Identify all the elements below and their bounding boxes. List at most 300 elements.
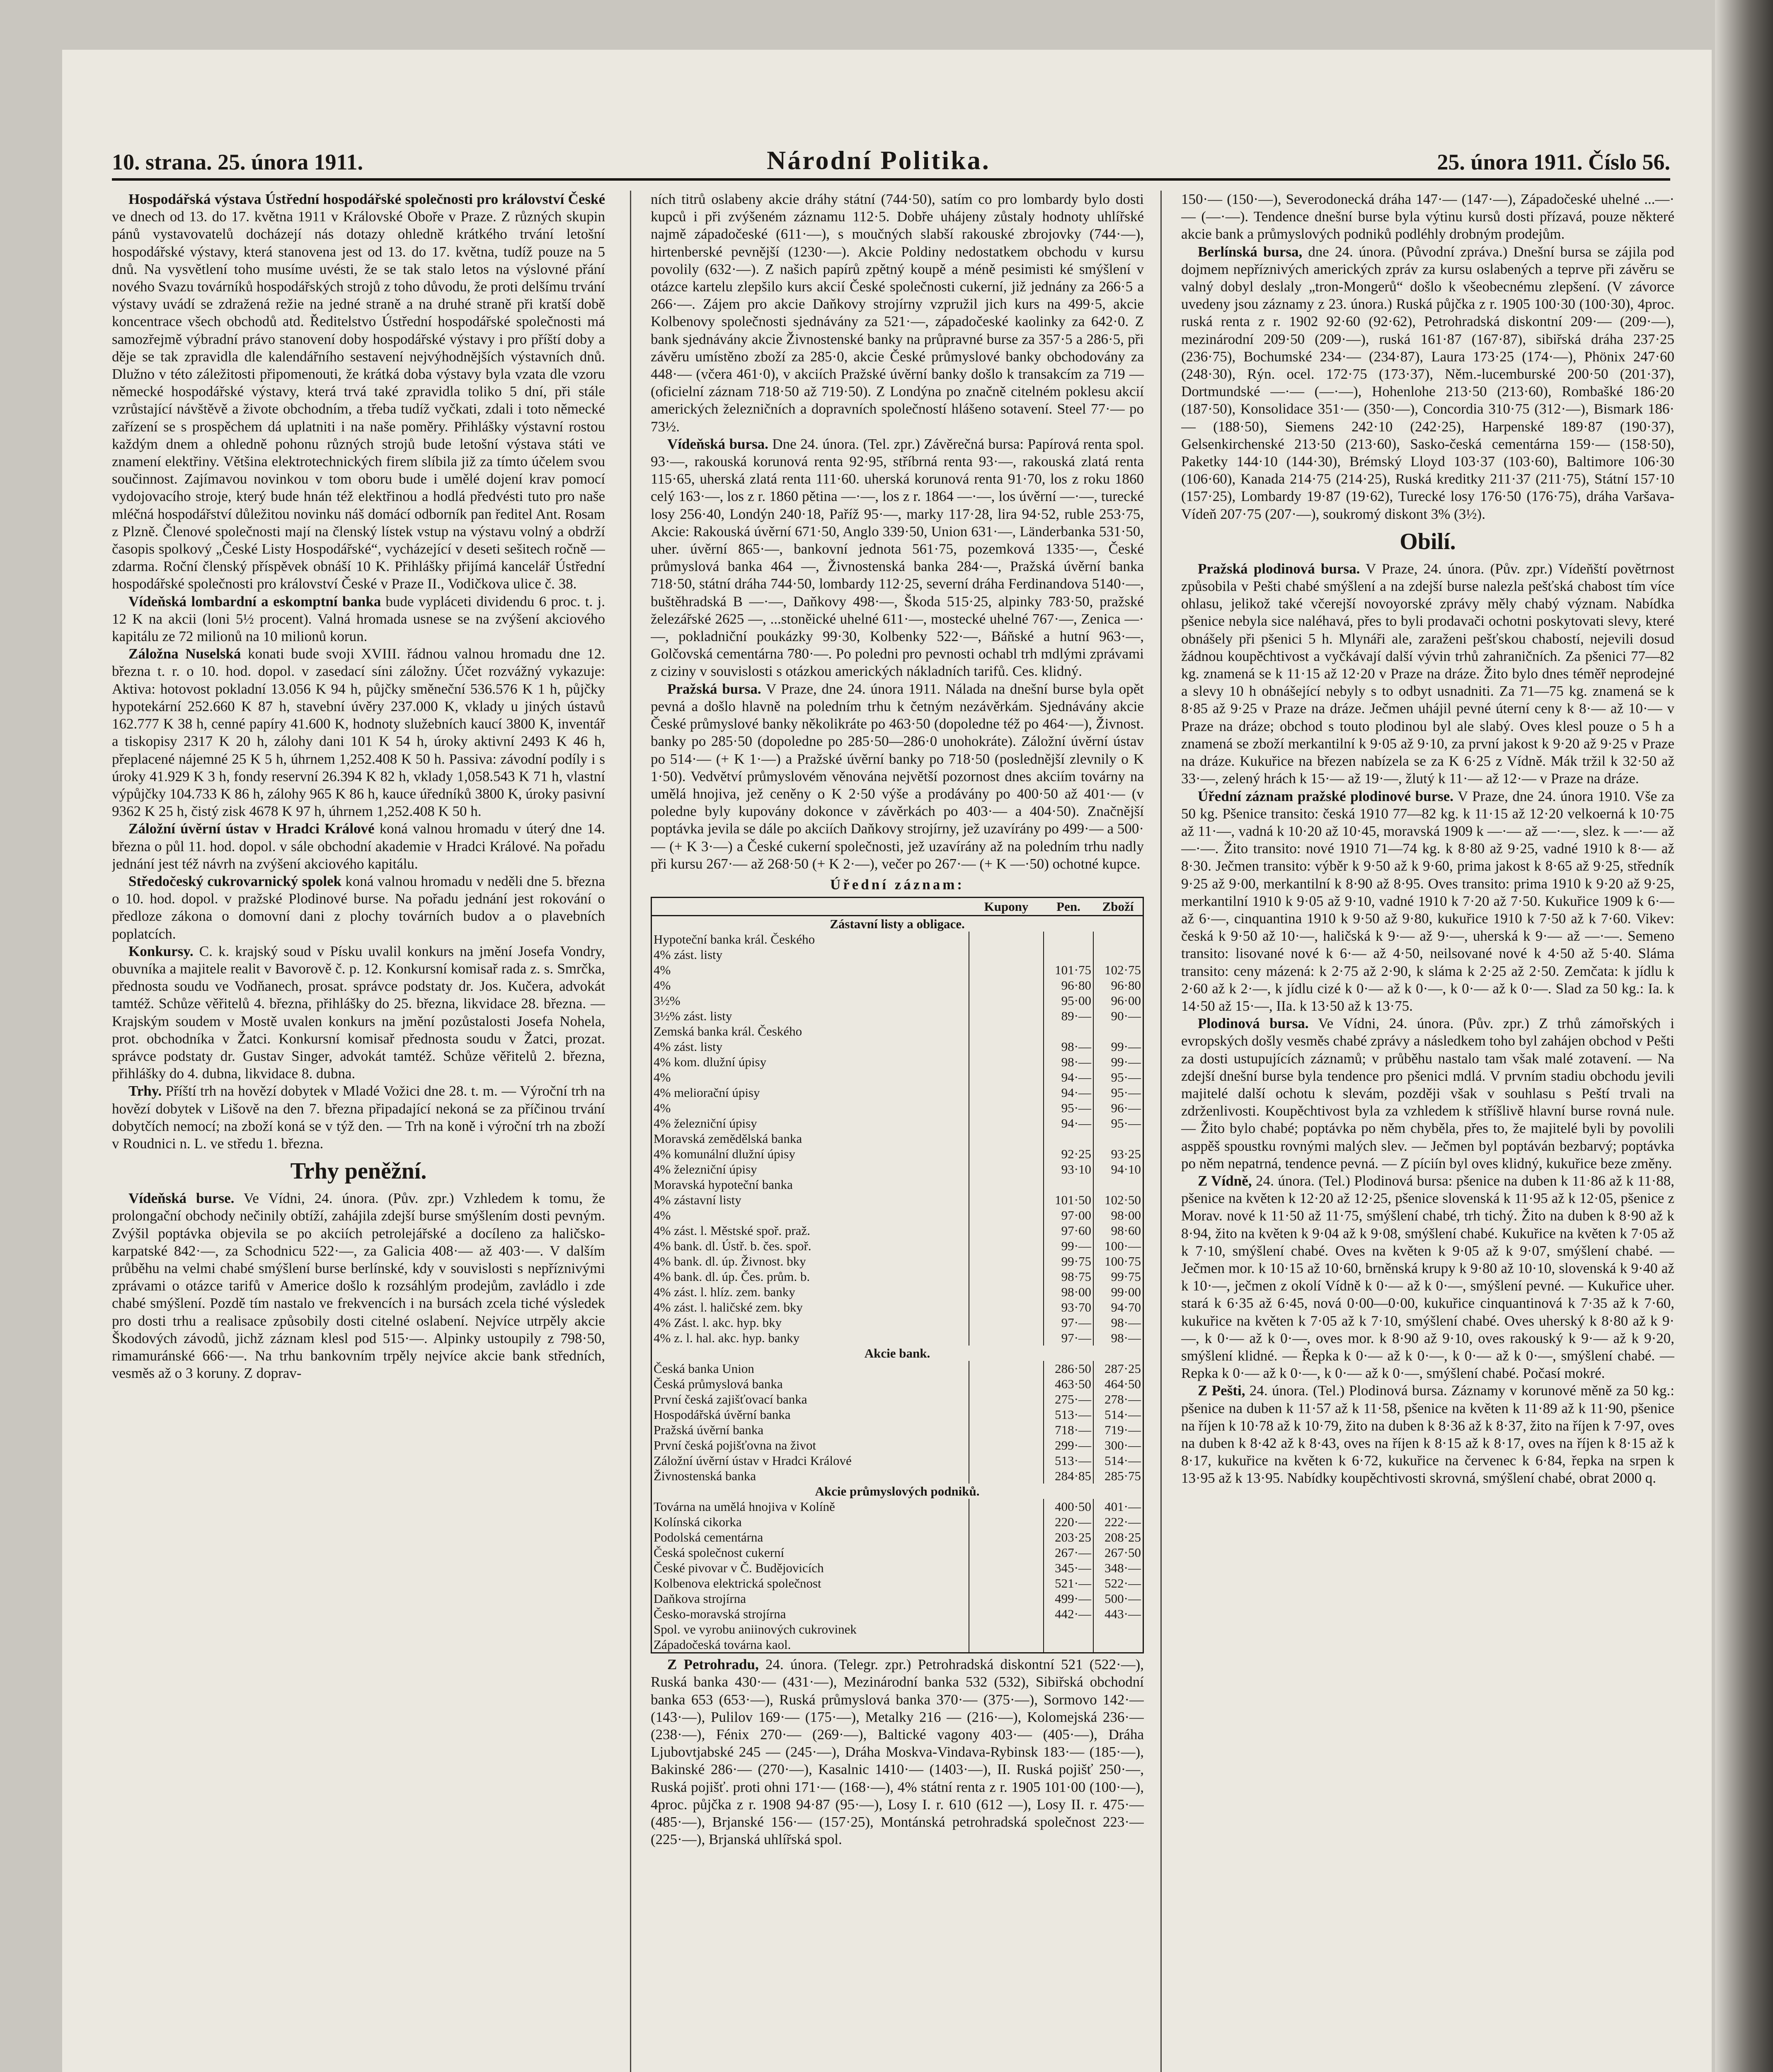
security-name: České pivovar v Č. Budějovicích [654, 1561, 824, 1576]
coupon-cell [969, 1438, 1044, 1453]
coupon-cell [969, 1514, 1044, 1530]
article-continuation: ních titrů oslabeny akcie dráhy státní (744·50), satím co pro lombardy bylo dosti kupců i při zvýšeném záznamu 112·5. Dobře uhájeny zůstaly hodnoty uhlířské najmě západočeské (611·—), s moučných slabší rakouské zbrojovky (744·—), hirtenberské pevnější (1230·—). Akcie Poldiny nedostatkem obchodu v kursu povolily (632·—). Z našich papírů zpětný koupě a méně pesimisti ké smýšlení v otázce kartelu zlepšilo kurs akcií České společnosti cukerní, již jednány za 266·5 a 266·—. Zájem pro akcie Daňkovy strojírny vzpružil jich kurs na 499·5, akcie Kolbenovy společnosti sjednávány za 521·—, západočeské kaolinky za 642·0. Z bank sjednávány akcie Živnostenské banky na průpravné burse za 357·5 a 286·5, při závěru umístěno zboží za 285·0, akcie České průmyslové banky obchodovány za 448·— (včera 461·0), v akciích Pražské úvěrní banky došlo k transakcím za 719 — (oficielní záznam 718·50 až 719·50). Z Londýna po značně citelném poklesu akcií amerických železničních a dopravních společností hlášeno sotavení. Steel 77·— po 73½. [651, 191, 1144, 435]
goods-price: 348·— [1093, 1560, 1143, 1576]
article-heading: Záložna Nuselská [128, 646, 241, 662]
goods-price [1093, 1024, 1143, 1039]
security-name: Daňkova strojírna [654, 1591, 746, 1606]
coupon-cell [969, 1024, 1044, 1039]
table-row [652, 1407, 1143, 1422]
coupon-cell [969, 1223, 1044, 1238]
security-name: 4% železniční úpisy [654, 1162, 757, 1177]
table-row [652, 1468, 1143, 1484]
coupon-cell [969, 1591, 1044, 1606]
article [112, 593, 605, 646]
table-row [652, 1637, 1143, 1653]
article [651, 1656, 1144, 1848]
table-row [652, 932, 1143, 947]
coupon-cell [969, 1468, 1044, 1484]
goods-price: 96·80 [1093, 978, 1143, 993]
coupon-cell [969, 1146, 1044, 1162]
table-row [652, 1162, 1143, 1177]
security-name: 4% bank. dl. úp. Čes. prům. b. [654, 1269, 810, 1284]
article-heading: Hospodářská výstava Ústřední hospodářské společnosti pro království České [128, 191, 605, 207]
goods-price: 102·75 [1093, 962, 1143, 978]
coupon-cell [969, 1085, 1044, 1100]
article [1181, 243, 1674, 523]
security-name: 3½% [654, 993, 681, 1008]
table-header [652, 898, 969, 916]
table-row [652, 1070, 1143, 1085]
table-row [652, 1315, 1143, 1330]
article-text: V Praze, 24. února. (Pův. zpr.) Vídeňští povětrnost způsobila v Pešti chabé smýšlení a na zdejší burse nalezla pešťská chabost tím více ohlasu, jelikož také včerejší novoyorské zprávy měly chabý význam. Nabídka pšenice nebyla sice naléhavá, přes to byli prodavači ochotni poskytovati slevy, které obnášely při pšenici 5 h. Mlynáři ale, zaraženi pešťskou chabostí, nejevili dosud žádnou koupěchtivost a vyčkávají další vývin trhů zahraničních. Za pšenici 77—82 kg. znamená se k 11·15 až 12·20 v Praze na dráze. Žito bylo dnes téměř neprodejné a slevy 10 h obnášející nebyly s to odbyt usnadniti. Za 71—75 kg. znamená se k 8·85 až 9·25 v Praze na dráze. Ječmen uhájil pevné úterní ceny k 8·— až 10·— v Praze na dráze; obchod s touto plodinou byl ale slabý. Oves klesl pouze o 5 h a znamená se zboží merkantilní k 9·05 až 9·10, za první jakost k 9·20 až 9·25 v Praze na dráze. Kukuřice na březen nabízela se za K 6·25 z Vídně. Mák tržil k 32·50 až 33·—, zelený hrách k 15·— až 19·—, žlutý k 11·— až 12·— v Praze na dráze. [1181, 560, 1674, 787]
column-divider [630, 191, 631, 2072]
money-price: 95·00 [1044, 993, 1093, 1008]
goods-price: 100·— [1093, 1238, 1143, 1254]
money-price [1044, 1622, 1093, 1637]
coupon-cell [969, 1054, 1044, 1070]
security-name: 4% komunální dlužní úpisy [654, 1147, 795, 1162]
article-text: Ve Vídni, 24. února. (Pův. zpr.) Z trhů zámořských i evropských došly vesměs chabé zprávy a následkem toho byl zahájen obchod v Pešti za dosti ustupujících záznamů; v průběhu nastalo tam však malé zotavení. — Na zdejší dnešní burse byla tendence pro pšenici mdlá. V prvním stadiu obchodu jevili majitelé další ochotu k slevám, později však v souhlasu s Peští trvali na zdrženlivosti. Koupěchtivost byla za vzhledem k stříšlivě hlavní burse rovná nule. — Žito bylo chabé; poptávka po něm chyběla, přes to, že majitelé byli by povolili asppěš spoustku rovnými malých slev. — Ječmen byl poptáván bezbarvý; poptávka po něm nepatrná, tendence pevná. — Z píciín byl oves klidný, kukuřice beze změny. [1181, 1015, 1674, 1172]
money-price: 513·— [1044, 1453, 1093, 1468]
article-heading: Trhy. [128, 1083, 162, 1099]
coupon-cell [969, 993, 1044, 1008]
security-name: 4% meliorační úpisy [654, 1085, 760, 1100]
table-row [652, 993, 1143, 1008]
goods-price: 98·— [1093, 1330, 1143, 1346]
goods-price: 401·— [1093, 1499, 1143, 1514]
security-name: Spol. ve vyrobu aniinových cukrovinek [654, 1622, 857, 1637]
money-price: 97·— [1044, 1330, 1093, 1346]
article [1181, 1172, 1674, 1382]
table-row [652, 1223, 1143, 1238]
goods-price: 222·— [1093, 1514, 1143, 1530]
security-name: 4% [654, 1101, 671, 1116]
table-row [652, 1591, 1143, 1606]
security-name: Moravská hypoteční banka [654, 1177, 793, 1192]
article-heading: Konkursy. [128, 943, 194, 959]
article-heading: Vídeňská lombardní a eskomptní banka [128, 593, 381, 610]
security-name: Záložní úvěrní ústav v Hradci Králové [654, 1453, 852, 1468]
money-price: 97·60 [1044, 1223, 1093, 1238]
column-3 [1181, 191, 1674, 2072]
quotes-heading: Úřední záznam: [830, 876, 965, 893]
money-price: 463·50 [1044, 1376, 1093, 1392]
section-title-grain: Obilí. [1400, 528, 1456, 554]
masthead-title: Národní Politika. [767, 145, 991, 175]
coupon-cell [969, 1606, 1044, 1622]
goods-price: 99·— [1093, 1039, 1143, 1054]
security-name: Česká průmyslová banka [654, 1377, 783, 1392]
coupon-cell [969, 1116, 1044, 1131]
security-name: 4% zást. l. Městské spoř. praž. [654, 1223, 810, 1238]
security-name: Továrna na umělá hnojiva v Kolíně [654, 1499, 835, 1514]
article-heading: Z Petrohradu, [667, 1656, 759, 1673]
coupon-cell [969, 1499, 1044, 1514]
coupon-cell [969, 1208, 1044, 1223]
money-price: 93·70 [1044, 1300, 1093, 1315]
coupon-cell [969, 1177, 1044, 1192]
article-heading: Vídeňská burse. [128, 1190, 235, 1207]
article [112, 820, 605, 873]
security-name: 4% železniční úpisy [654, 1116, 757, 1131]
coupon-cell [969, 1238, 1044, 1254]
goods-price: 514·— [1093, 1407, 1143, 1422]
goods-price: 98·60 [1093, 1223, 1143, 1238]
article-continuation: 150·— (150·—), Severodonecká dráha 147·— (147·—), Západočeské uhelné ...—·— (—·—). Tendence dnešní burse byla výtinu kursů dosti přízavá, pouze některé akcie bank a průmyslových podniků podléhly drobným prodejům. [1181, 191, 1674, 242]
table-row [652, 1300, 1143, 1315]
security-name: 4% [654, 978, 671, 993]
coupon-cell [969, 1131, 1044, 1146]
table-row [652, 1254, 1143, 1269]
goods-price: 93·25 [1093, 1146, 1143, 1162]
security-name: 4% zást. l. hlíz. zem. banky [654, 1285, 795, 1300]
security-name: Kolbenova elektrická společnost [654, 1576, 821, 1591]
table-row [652, 1422, 1143, 1438]
goods-price: 522·— [1093, 1576, 1143, 1591]
money-price: 97·00 [1044, 1208, 1093, 1223]
article-heading: Pražská bursa. [667, 680, 761, 697]
table-header: Pen. [1044, 898, 1093, 916]
money-price: 220·— [1044, 1514, 1093, 1530]
goods-price: 98·00 [1093, 1208, 1143, 1223]
coupon-cell [969, 1637, 1044, 1653]
coupon-cell [969, 1300, 1044, 1315]
goods-price: 443·— [1093, 1606, 1143, 1622]
goods-price [1093, 1637, 1143, 1653]
table-header-row [652, 898, 1143, 916]
security-name: První česká pojišťovna na život [654, 1438, 816, 1453]
table-row [652, 1146, 1143, 1162]
security-name: 4% zástavní listy [654, 1193, 741, 1208]
coupon-cell [969, 932, 1044, 947]
coupon-cell [969, 1560, 1044, 1576]
goods-price: 267·50 [1093, 1545, 1143, 1560]
goods-price: 96·— [1093, 1100, 1143, 1116]
table-row [652, 1330, 1143, 1346]
article-heading: Berlínská bursa, [1198, 243, 1303, 260]
money-price: 521·— [1044, 1576, 1093, 1591]
goods-price [1093, 1131, 1143, 1146]
article-text: C. k. krajský soud v Písku uvalil konkurs na jmění Josefa Vondry, obuvníka a majitele realit v Bavorově č. p. 12. Konkursní komisař rada z. s. Smrčka, přednosta soudu ve Vodňanech, prosat. správce podstaty dr. Jos. Kučera, advokát tamtéž. Schůze věřitelů 4. března, přihlášky do 25. března, likvidace 28. března. — Krajským soudem v Mostě uvalen konkurs na jmění pozůstalosti Josefa Nohela, prot. obchodníka v Žatci. Konkursní komisař přednosta soudu v Žatci, prozat. správce podstaty dr. Gustav Singer, advokát tamtéž. Schůze věřitelů 2. března, přihlášky do 4. dubna, likvidace 8. dubna. [112, 943, 605, 1082]
article [1181, 560, 1674, 788]
table-row [652, 1560, 1143, 1576]
money-price: 499·— [1044, 1591, 1093, 1606]
security-name: 4% [654, 1070, 671, 1085]
security-name: Kolínská cikorka [654, 1515, 742, 1530]
security-name: 4% kom. dlužní úpisy [654, 1055, 767, 1070]
section-title-money-markets: Trhy peněžní. [290, 1158, 427, 1184]
money-price: 92·25 [1044, 1146, 1093, 1162]
goods-price: 99·00 [1093, 1284, 1143, 1300]
goods-price: 287·25 [1093, 1361, 1143, 1376]
article [112, 873, 605, 943]
goods-price: 94·70 [1093, 1300, 1143, 1315]
article [651, 436, 1144, 680]
newspaper-page [62, 50, 1712, 2072]
goods-price: 464·50 [1093, 1376, 1143, 1392]
security-name: Česko-moravská strojírna [654, 1607, 786, 1622]
money-price: 98·00 [1044, 1284, 1093, 1300]
coupon-cell [969, 1453, 1044, 1468]
article [112, 1190, 605, 1382]
goods-price: 300·— [1093, 1438, 1143, 1453]
money-price: 94·— [1044, 1085, 1093, 1100]
coupon-cell [969, 962, 1044, 978]
article-heading: Plodinová bursa. [1198, 1015, 1309, 1032]
coupon-cell [969, 1192, 1044, 1208]
table-row [652, 1054, 1143, 1070]
coupon-cell [969, 947, 1044, 962]
table-row [652, 1177, 1143, 1192]
security-name: Moravská zemědělská banka [654, 1131, 802, 1146]
article-text: Příští trh na hovězí dobytek v Mladé Vožici dne 28. t. m. — Výroční trh na hovězí dobytek v Lišově na den 7. března připadající nekoná se za příčinou trvání dobytčích nemocí; na zboží koná se v týž den. — Trh na koně i výroční trh na zboží v Roudnici n. L. ve středu 1. března. [112, 1083, 605, 1152]
security-name: 4% z. l. hal. akc. hyp. banky [654, 1331, 800, 1346]
table-row [652, 1238, 1143, 1254]
article-text: ve dnech od 13. do 17. května 1911 v Královské Oboře v Praze. Z různých skupin pánů vystavovatelů docházejí nás dotazy ohledně krátkého trvání letošní hospodářské výstavy, která stanovena jest od 13. do 17. května, tudíž pouze na 5 dnů. Na vysvětlení toho musíme uvésti, že se tak stalo letos na výslovné přání nového Svazu továrníků hospodářských strojů z toho důvodu, že proti delšímu trvání výstavy uvádí se zdražená režie na jedné straně a na druhé straně při kratší době koncentrace všech obchodů atd. Ředitelstvo Ústřední hospodářské společnosti má samozřejmě výbradní právo stanovení doby hospodářské výstavy i pro příští doby a děje se tak zpravidla dle kalendářního sestavení nejvýhodnějších výstavních dnů. Dlužno v této záležitosti připomenouti, že krátká doba výstavy byla vzata dle vzoru německé hospodářské výstavy, která trvá také zpravidla toliko 5 dní, při stále vzrůstající návštěvě a živote obchodním, a třeba tudíž vyčkati, zdali i toto německé zařízení se s prospěchem dá uplatniti i na naše poměry. Přihlášky výstavní rostou každým dnem a ohledně pohonu různých strojů bude letošní výstava státi ve znamení elektřiny. Většina elektrotechnických firem slíbila již za tímto účelem svou součinnost. Zajímavou novinkou v tom oboru bude i umělé dojení krav pomocí vydojovacího stroje, který bude hnán též elektřinou a hodlá předvésti tuto pro naše mléčná hospodářství důležitou novinku náš domácí odborník pan ředitel Ant. Rosam z Plzně. Členové společnosti mají na členský lístek vstup na výstavu volný a obdrží časopis spolkový „České Listy Hospodářské“, vycházející v deseti sešitech ročně — zdarma. Roční členský příspěvek obnáší 10 K. Přihlášky přijímá kancelář Ústřední hospodářské společnosti pro království České v Praze II., Vodičkova ulice č. 38. [112, 208, 605, 592]
table-row [652, 1606, 1143, 1622]
money-price: 95·— [1044, 1100, 1093, 1116]
coupon-cell [969, 1070, 1044, 1085]
money-price: 96·80 [1044, 978, 1093, 993]
coupon-cell [969, 1392, 1044, 1407]
table-row [652, 1039, 1143, 1054]
table-row [652, 1622, 1143, 1637]
article-text: Dne 24. února. (Tel. zpr.) Závěrečná bursa: Papírová renta spol. 93·—, rakouská korunová renta 92·95, stříbrná renta 93·—, rakouská zlatá renta 115·65, uherská zlatá renta 111·60. uherská korunová renta 91·70, los z roku 1860 celý 163·—, los z r. 1860 pětina —·—, los z r. 1864 —·—, los úvěrní —·—, turecké losy 256·40, Londýn 240·18, Paříž 95·—, marky 117·28, lira 94·52, ruble 253·75, Akcie: Rakouská úvěrní 671·50, Anglo 339·50, Union 631·—, Länderbanka 531·50, uher. úvěrní 865·—, bankovní jednota 561·75, pozemková 1335·—, České průmyslová banka 464 —, Živnostenská banka 284·—, Pražská úvěrní banka 718·50, státní dráha 744·50, lombardy 112·25, severní dráha Ferdinandova 5140·—, buštěhradská B —·—, Daňkovy 498·—, Škoda 515·25, alpinky 783·50, pražské železářské 2625 —, ...stoněické uhelné 611·—, mostecké uhelné 767·—, Zenica —·—, pokladniční poukázky 99·30, Kolbenky 522·—, Báňské a hutní 963·—, Golčovská cementárna 780·—. Po poledni pro pevnosti ochabl trh mdlými zprávami z ciziny v souvislosti s otázkou amerických nákladních tarifů. Ces. klidný. [651, 436, 1144, 680]
security-name: 4% [654, 963, 671, 978]
money-price: 98·75 [1044, 1269, 1093, 1284]
goods-price [1093, 947, 1143, 962]
money-price: 284·85 [1044, 1468, 1093, 1484]
money-price: 98·— [1044, 1054, 1093, 1070]
coupon-cell [969, 1269, 1044, 1284]
goods-price: 208·25 [1093, 1530, 1143, 1545]
table-row [652, 1192, 1143, 1208]
table-header: Kupony [969, 898, 1044, 916]
column-2 [651, 191, 1144, 2072]
money-price: 89·— [1044, 1008, 1093, 1024]
article-heading: Pražská plodinová bursa. [1198, 560, 1360, 577]
table-row [652, 1085, 1143, 1100]
security-name: Pražská úvěrní banka [654, 1423, 764, 1438]
article-heading: Z Vídně, [1198, 1172, 1252, 1189]
table-row [652, 1361, 1143, 1376]
security-name: 4% bank. dl. úp. Živnost. bky [654, 1254, 806, 1269]
table-row [652, 1024, 1143, 1039]
money-price: 400·50 [1044, 1499, 1093, 1514]
goods-price: 94·10 [1093, 1162, 1143, 1177]
money-price: 267·— [1044, 1545, 1093, 1560]
article-heading: Středočeský cukrovarnický spolek [128, 873, 342, 889]
table-row [652, 1438, 1143, 1453]
table-row [652, 1131, 1143, 1146]
security-name: Živnostenská banka [654, 1469, 756, 1484]
goods-price [1093, 1177, 1143, 1192]
goods-price: 99·— [1093, 1054, 1143, 1070]
goods-price: 96·00 [1093, 993, 1143, 1008]
security-name: Podolská cementárna [654, 1530, 763, 1545]
security-name: 4% [654, 1208, 671, 1223]
header-issue-number: 25. února 1911. Číslo 56. [1437, 150, 1670, 174]
table-row [652, 1499, 1143, 1514]
column-1 [112, 191, 605, 2072]
money-price: 93·10 [1044, 1162, 1093, 1177]
article-text: V Praze, dne 24. února 1910. Vše za 50 kg. Pšenice transito: česká 1910 77—82 kg. k 11·15 až 12·20 velkoerná k 10·75 až 11·—, vadná k 10·20 až 10·45, moravská 1909 k —·— až —·—, slez. k —·— až —·—. Žito transito: nové 1910 71—74 kg. k 8·80 až 9·25, vadné 1910 k 8·— až 8·30. Ječmen transito: výběr k 9·50 až k 9·60, prima jakost k 8·65 až 9·25, středník 9·25 až 9·00, merkantilní k 8·90 až 8·95. Oves transito: prima 1910 k 9·20 až 9·25, merkantilní 1910 k 9·05 až 9·10, vadné 1910 k 7·20 až 7·50. Kukuřice 1909 k 6·— až 6·—, cinquantina 1910 k 9·50 až 9·80, kukuřice 1910 k 7·50 až k 7·60. Vikev: česká k 9·50 až 10·—, haličská k 9·— až 9·—, uherská k 9·— až —·—. Semeno transito: lisované nové k 6·— až 4·50, neilsované nové k 4·50 až 5·40. Sláma transito: ceny mázená: k 2·75 až 2·90, k sláma k 2·25 až 2·50. Zemčata: k jídlu k 2·60 až k 2·—, k jídlu cizé k 0·— až k 0·—, k 0·— až k 0·—. Slad za 50 kg.: Ia. k 14·50 až 15·—, IIa. k 13·50 až k 13·75. [1181, 788, 1674, 1014]
goods-price: 90·— [1093, 1008, 1143, 1024]
table-row [652, 1392, 1143, 1407]
goods-price: 100·75 [1093, 1254, 1143, 1269]
security-name: Zemská banka král. Českého [654, 1024, 802, 1039]
article-heading: Úřední záznam pražské plodinové burse. [1198, 788, 1454, 804]
goods-price: 95·— [1093, 1070, 1143, 1085]
table-section-title: Akcie průmyslových podniků. [815, 1484, 980, 1499]
security-name: 3½% zást. listy [654, 1009, 732, 1024]
table-section-title: Zástavní listy a obligace. [830, 917, 965, 932]
column-divider [1160, 191, 1162, 2072]
money-price [1044, 947, 1093, 962]
table-row [652, 962, 1143, 978]
table-section-row [652, 916, 1143, 932]
coupon-cell [969, 1376, 1044, 1392]
money-price: 513·— [1044, 1407, 1093, 1422]
coupon-cell [969, 1315, 1044, 1330]
table-section-row [652, 1346, 1143, 1361]
goods-price: 95·— [1093, 1116, 1143, 1131]
coupon-cell [969, 1422, 1044, 1438]
article-heading: Vídeňská bursa. [667, 436, 768, 452]
money-price: 299·— [1044, 1438, 1093, 1453]
goods-price [1093, 1622, 1143, 1637]
security-name: Západočeská továrna kaol. [654, 1637, 791, 1652]
money-price: 718·— [1044, 1422, 1093, 1438]
article-text: 24. února. (Telegr. zpr.) Petrohradská diskontní 521 (522·—), Ruská banka 430·— (431·—), Mezinárodní banka 532 (532), Sibiřská obchodní banka 653 (653·—), Ruská průmyslová banka 370·— (375·—), Sormovo 142·— (143·—), Pulilov 169·— (175·—), Metalky 216 — (216·—), Kolomejská 236·— (238·—), Fénix 270·— (269·—), Baltické vagony 403·— (405·—), Dráha Ljubovtjabské 245 — (245·—), Dráha Moskva-Vindava-Rybinsk 183·— (185·—), Bakinské 286·— (270·—), Kasalnic 1410·— (1403·—), II. Ruská pojišť 250·—, Ruská pojišť. proti ohni 171·— (168·—), 4% státní renta z r. 1905 101·00 (100·—), 4proc. půjčka z r. 1908 94·87 (95·—), Losy I. r. 610 (612 —), Losy II. r. 475·— (485·—), Brjanské 156·— (157·25), Montánská petrohradská společnost 223·— (225·—), Brjanská uhlířská spol. [651, 1656, 1144, 1848]
money-price: 275·— [1044, 1392, 1093, 1407]
article-text: dne 24. února. (Původní zpráva.) Dnešní bursa se zájila pod dojmem nepříznivých amerických zpráv za kursu oslabených a teprve při závěru se valný dobyl deslaly „tron-Mongerů“ došlo k všeobecnému zlepšení. (V závorce uvedeny jsou záznamy z 23. února.) Ruská půjčka z r. 1905 100·30 (100·30), 4proc. ruská renta z r. 1902 92·60 (92·62), Petrohradská diskontní 209·— (209·—), mezinárodní 209·50 (209·—), ruská 161·87 (167·87), sibiřská dráha 237·25 (236·75), Bochumské 234·— (234·87), Laura 173·25 (174·—), Phönix 247·60 (248·30), Rýn. ocel. 172·75 (173·37), Něm.-lucemburské 200·50 (201·37), Dortmundské —·— (—·—), Hohenlohe 213·50 (213·60), Rombašké 186·20 (187·50), Konsolidace 351·— (350·—), Concordia 310·75 (312·—), Bismark 186·— (188·50), Siemens 242·10 (242·25), Harpenské 189·87 (190·37), Gelsenkirchenské 213·50 (213·60), Sasko-česká cementárna 159·— (158·50), Paketky 144·10 (144·30), Brémský Lloyd 103·37 (103·60), Baltimore 106·30 (106·60), Kanada 214·75 (214·25), Ruská kreditky 211·37 (211·75), Státní 157·10 (157·25), Lombardy 19·87 (19·62), Turecké losy 176·50 (176·75), dráha Varšava-Vídeň 207·75 (207·—), soukromý diskont 3% (3½). [1181, 243, 1674, 522]
table-row [652, 978, 1143, 993]
article [112, 191, 605, 593]
article-heading: Záložní úvěrní ústav v Hradci Králové [128, 821, 375, 837]
table-row [652, 1376, 1143, 1392]
security-name: Česká společnost cukerní [654, 1545, 785, 1560]
money-price [1044, 932, 1093, 947]
security-name: 4% Zást. l. akc. hyp. bky [654, 1315, 782, 1330]
table-row [652, 1116, 1143, 1131]
money-price: 286·50 [1044, 1361, 1093, 1376]
article [1181, 788, 1674, 1015]
article-text: bude vypláceti dividendu 6 proc. t. j. 12 K na akcii (loni 5½ procent). Valná hromada usnese se na zvýšení akciového kapitálu ze 72 milionů na 10 milionů korun. [112, 593, 605, 645]
table-section-title: Akcie bank. [864, 1346, 930, 1361]
table-row [652, 1269, 1143, 1284]
money-price [1044, 1637, 1093, 1653]
coupon-cell [969, 1008, 1044, 1024]
money-price: 98·— [1044, 1039, 1093, 1054]
article-text: Ve Vídni, 24. února. (Pův. zpr.) Vzhledem k tomu, že prolongační obchody nečinily obtíží, zahájila zdejší burse smýšlením dosti pevným. Zvýšil poptávka objevila se po akciích petrolejářské a docíleno za haličsko-karpatské 842·—, za Schodnicu 522·—, za Galicia 408·— až 403·—. V dalším průběhu na velmi chabé smýšlení burse berlínské, kdy v souvislosti s nepříznivými zprávami o otázce tarifů v Americe došlo k rozsáhlým prodejům, zavládlo i zde chabé smýšlení. Pozdě tím nastalo ve frekvencích i na bursách zcela tiché výsledek pro dosti trhu a realisace způsobily dosti citelné oslabení. Nejvíce utrpěly akcie Škodových závodů, jichž záznam klesl pod 515·—. Alpinky ustoupily z 798·50, rimamuránské 666·—. Na trhu bankovním trpěly nejvíce akcie bank středních, vesměs až o 3 koruny. Z doprav- [112, 1190, 605, 1382]
security-name: Hospodářská úvěrní banka [654, 1407, 791, 1422]
quotes-table [651, 897, 1144, 1653]
coupon-cell [969, 1162, 1044, 1177]
money-price: 99·75 [1044, 1254, 1093, 1269]
coupon-cell [969, 1576, 1044, 1591]
coupon-cell [969, 1407, 1044, 1422]
security-name: 4% zást. listy [654, 1039, 723, 1054]
money-price: 94·— [1044, 1070, 1093, 1085]
coupon-cell [969, 1100, 1044, 1116]
goods-price: 514·— [1093, 1453, 1143, 1468]
security-name: Hypoteční banka král. Českého [654, 932, 815, 947]
coupon-cell [969, 1284, 1044, 1300]
article [112, 943, 605, 1083]
goods-price: 719·— [1093, 1422, 1143, 1438]
article-text: koná valnou hromadu v úterý dne 14. března o půl 11. hod. dopol. v sále obchodní akademie v Hradci Králové. Na pořadu jednání jest též návrh na zvýšení akciového kapitálu. [112, 821, 605, 872]
coupon-cell [969, 978, 1044, 993]
money-price [1044, 1131, 1093, 1146]
table-header: Zboží [1093, 898, 1143, 916]
money-price: 94·— [1044, 1116, 1093, 1131]
article [651, 680, 1144, 873]
article-heading: Z Pešti, [1198, 1382, 1245, 1399]
money-price: 442·— [1044, 1606, 1093, 1622]
table-row [652, 1453, 1143, 1468]
goods-price: 102·50 [1093, 1192, 1143, 1208]
money-price: 97·— [1044, 1315, 1093, 1330]
money-price: 99·— [1044, 1238, 1093, 1254]
security-name: 4% zást. listy [654, 947, 723, 962]
money-price [1044, 1024, 1093, 1039]
article [112, 645, 605, 820]
table-section-row [652, 1484, 1143, 1499]
money-price: 203·25 [1044, 1530, 1093, 1545]
header-page-date: 10. strana. 25. února 1911. [112, 150, 363, 174]
table-row [652, 1530, 1143, 1545]
security-name: 4% zást. l. haličské zem. bky [654, 1300, 803, 1315]
money-price: 101·75 [1044, 962, 1093, 978]
table-row [652, 1545, 1143, 1560]
table-row [652, 1514, 1143, 1530]
goods-price: 285·75 [1093, 1468, 1143, 1484]
table-row [652, 1208, 1143, 1223]
table-row [652, 947, 1143, 962]
coupon-cell [969, 1530, 1044, 1545]
money-price: 345·— [1044, 1560, 1093, 1576]
article-text: 24. února. (Tel.) Plodinová bursa: pšenice na duben k 11·86 až k 11·88, pšenice na květen k 12·20 až 12·25, pšenice slovenská k 11·95 až k 12·05, pšenice z Morav. nové k 11·50 až 11·75, smýšlení chabé, trh tichý. Žito na duben k 8·90 až k 8·94, žito na květen k 9·04 až k 9·08, smýšlení chabé. Kukuřice na květen k 7·05 až k 7·10, smýšlení chabé. Oves na květen k 9·05 až k 9·07, smýšlení chabé. — Ječmen mor. k 10·15 až 10·60, brněnská krupy k 9·80 až 10·10, slovenská k 9·40 až k 10·—, ječmen z okolí Vídně k 0·— až k 0·—, smýšlení pevné. — Kukuřice uher. stará k 6·35 až 6·45, nová 0·00—0·00, kukuřice cinquantinová k 7·35 až k 7·60, kukuřice na květen k 7·05 až k 7·10, smýšlení chabé. Oves uherský k 8·80 až k 9·—, k 0·— až k 0·—, oves mor. k 8·90 až 9·10, oves rakouský k 9·— až k 9·20, smýšlení klidné. — Řepka k 0·— až k 0·—, k 0·— až k 0·—, smýšlení chabé. — Repka k 0·— až k 0·—, k 0·— až k 0·—, smýšlení chabé. Počasí mokré. [1181, 1172, 1674, 1382]
money-price [1044, 1177, 1093, 1192]
article-text: koná valnou hromadu v neděli dne 5. března o 10. hod. dopol. v pražské Plodinové burse. Na pořadu jednání jest rokování o předloze zákona o domovní dani z plochy továrních budov a o plavebních poplatcích. [112, 873, 605, 942]
table-row [652, 1008, 1143, 1024]
article [1181, 1382, 1674, 1487]
article-text: V Praze, dne 24. února 1911. Nálada na dnešní burse byla opět pevná a došlo hlavně na poledním trhu k četným nezávěrkám. Sjednávány akcie České průmyslové banky několikráte po 463·50 (dopoledne též po 464·—), Živnost. banky po 285·50 (dopoledne po 285·50—286·0 unohokráte). Záložní úvěrní ústav po 514·— (+ K 1·—) a Pražské úvěrní banky po 718·50 (poslednější zlevnily o K 1·50). Vedvětví průmyslovém věnována největší pozornost dnes akciím továrny na umělá hnojiva, jež ceněny o K 2·50 výše a prodávány po 400·50 až 401·— (v poledne byly kupovány dokonce v závěrkách po 403·— a 404·50). Značnější poptávka jevila se dále po akciích Daňkovy strojírny, jež uzavírány po 499·— a 500·— (+ K 3·—) a České cukerní společnosti, jež uzavírány až na poledním trhu nadly při kursu 267·— až 268·50 (+ K 2·—), večer po 267·— (+ K —·50) ochotné kupce. [651, 680, 1144, 872]
goods-price: 95·— [1093, 1085, 1143, 1100]
page-edge-shadow [1715, 0, 1773, 2072]
article-text: konati bude svoji XVIII. řádnou valnou hromadu dne 12. března t. r. o 10. hod. dopol. v zasedací síni záložny. Účet rozvážný vykazuje: Aktiva: hotovost pokladní 13.056 K 94 h, půjčky směneční 536.576 K 1 h, půjčky hypotekární 252.660 K 87 h, stavební úvěry 237.000 K, vklady u jiných ústavů 162.777 K 38 h, cenné papíry 41.600 K, hodnoty služebních kaucí 3800 K, inventář a tiskopisy 2317 K 20 h, zálohy dani 101 K 54 h, úroky aktivní 2493 K 46 h, přeplacené nájemné 25 K 5 h, úhrnem 1,252.408 K 50 h. Passiva: závodní podíly i s úroky 41.929 K 3 h, fondy reservní 26.394 K 82 h, vklady 1,058.543 K 71 h, vlastní výpůjčky 104.733 K 86 h, zálohy 965 K 86 h, kauce úředníků 3800 K, úroky pasivní 9362 K 25 h, čistý zisk 4678 K 97 h, úhrnem 1,252.408 K 50 h. [112, 646, 605, 820]
security-name: 4% bank. dl. Ústř. b. čes. spoř. [654, 1239, 811, 1254]
goods-price: 500·— [1093, 1591, 1143, 1606]
coupon-cell [969, 1545, 1044, 1560]
table-row [652, 1100, 1143, 1116]
money-price: 101·50 [1044, 1192, 1093, 1208]
goods-price: 99·75 [1093, 1269, 1143, 1284]
coupon-cell [969, 1622, 1044, 1637]
article [112, 1082, 605, 1152]
goods-price: 278·— [1093, 1392, 1143, 1407]
table-row [652, 1284, 1143, 1300]
table-row [652, 1576, 1143, 1591]
article [1181, 1015, 1674, 1172]
coupon-cell [969, 1361, 1044, 1376]
goods-price: 98·— [1093, 1315, 1143, 1330]
goods-price [1093, 932, 1143, 947]
coupon-cell [969, 1039, 1044, 1054]
security-name: Česká banka Union [654, 1361, 754, 1376]
coupon-cell [969, 1330, 1044, 1346]
